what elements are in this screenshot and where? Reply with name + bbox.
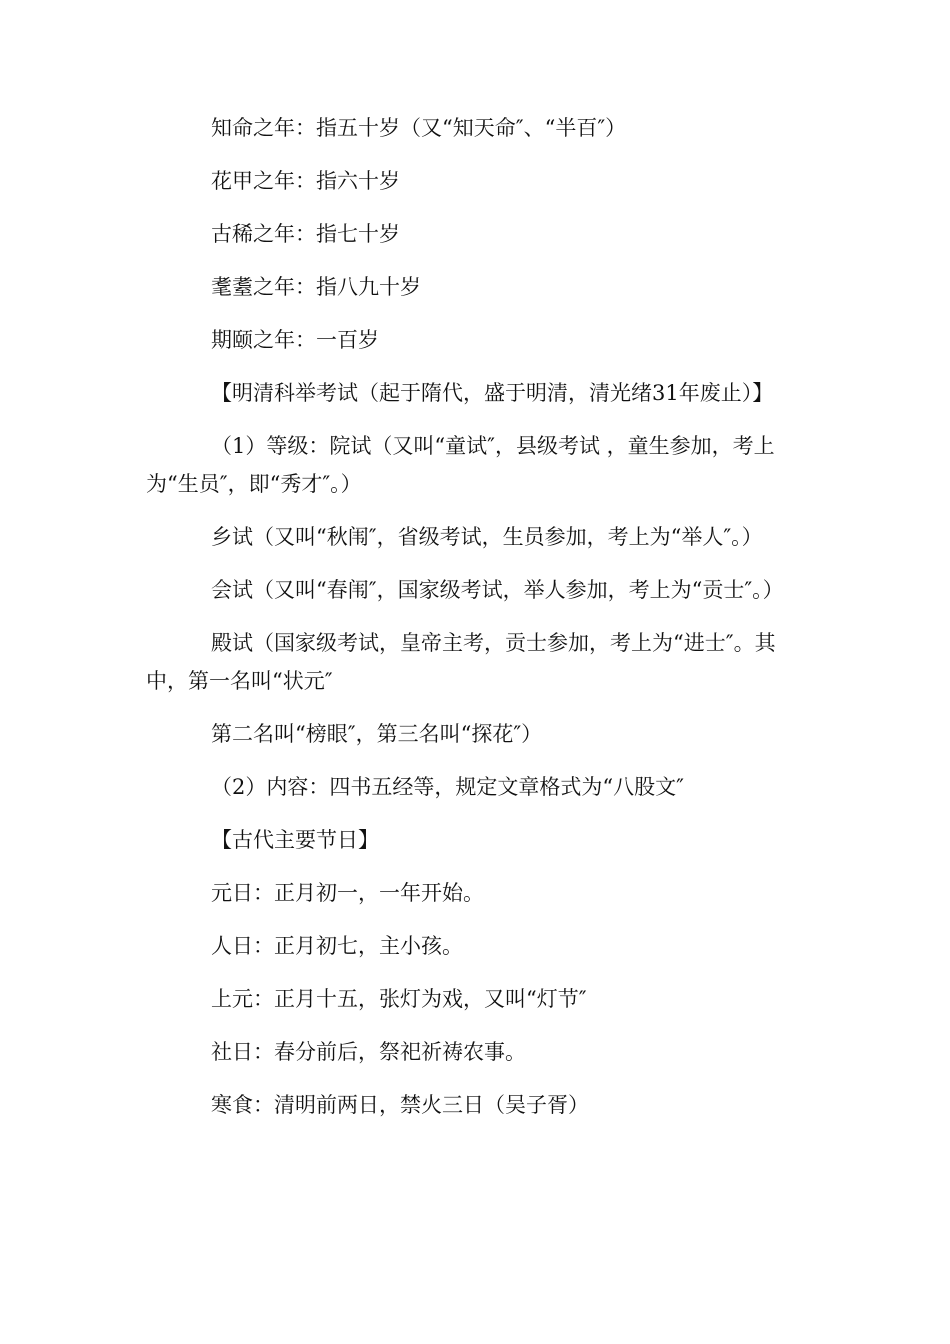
text-line-zhiming: 知命之年：指五十岁（又“知天命″、“半百″）: [211, 116, 627, 140]
text-line-hanshi: 寒食：清明前两日，禁火三日（吴子胥）: [211, 1093, 589, 1117]
text-line-bangyan: 第二名叫“榜眼″，第三名叫“探花″）: [211, 722, 543, 746]
text-line-maodie: 耄耋之年：指八九十岁: [211, 275, 421, 299]
text-line-renri: 人日：正月初七，主小孩。: [211, 934, 463, 958]
section-heading-jieri: 【古代主要节日】: [211, 828, 379, 852]
text-line-guxi: 古稀之年：指七十岁: [211, 222, 400, 246]
text-line-yuanri: 元日：正月初一，一年开始。: [211, 881, 484, 905]
text-para-dianshi: 殿试（国家级考试，皇帝主考，贡士参加，考上为“进士″。其中，第一名叫“状元″: [146, 631, 776, 693]
text-para-yuanshi: （1）等级：院试（又叫“童试″，县级考试 ，童生参加，考上为“生员″，即“秀才″。）: [146, 434, 775, 496]
text-para-xiangshi: 乡试（又叫“秋闱″，省级考试，生员参加，考上为“举人″。）: [211, 525, 763, 549]
text-para-huishi: 会试（又叫“春闱″，国家级考试，举人参加，考上为“贡士″。）: [211, 578, 784, 602]
document-body: [146, 109, 806, 1139]
text-line-huajia: 花甲之年：指六十岁: [211, 169, 400, 193]
text-line-sheri: 社日：春分前后，祭祀祈祷农事。: [211, 1040, 526, 1064]
text-line-qiyi: 期颐之年：一百岁: [211, 328, 379, 352]
section-heading-keju: 【明清科举考试（起于隋代，盛于明清，清光绪31年废止）】: [211, 381, 774, 405]
text-line-shangyuan: 上元：正月十五，张灯为戏，又叫“灯节″: [211, 987, 587, 1011]
text-line-neirong: （2）内容：四书五经等，规定文章格式为“八股文″: [211, 775, 684, 799]
